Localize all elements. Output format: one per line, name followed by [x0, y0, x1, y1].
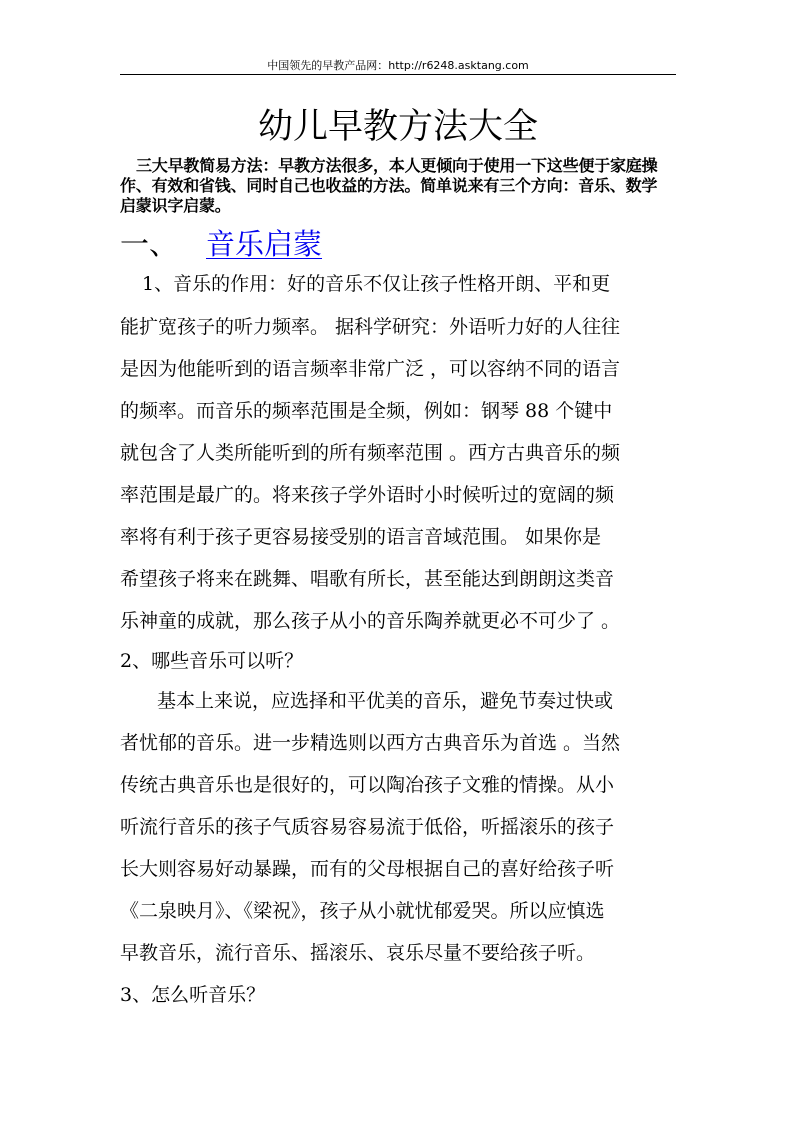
body-line: 能扩宽孩子的听力频率。 据科学研究：外语听力好的人往往 — [120, 316, 621, 338]
intro-line: 三大早教简易方法：早教方法很多，本人更倾向于使用一下这些便于家庭操 — [136, 156, 658, 175]
section-number: 一、 — [120, 227, 179, 261]
body-line: 率范围是最广的。将来孩子学外语时小时候听过的宽阔的频 — [120, 484, 615, 506]
body-line: 就包含了人类所能听到的所有频率范围 。西方古典音乐的频 — [120, 442, 621, 464]
subheading: 3、怎么听音乐？ — [120, 984, 266, 1006]
body-line: 率将有利于孩子更容易接受别的语言音域范围。 如果你是 — [120, 526, 602, 548]
intro-paragraph — [120, 156, 676, 216]
body-line: 的频率。而音乐的频率范围是全频，例如：钢琴 88 个键中 — [120, 400, 613, 422]
body-line: 听流行音乐的孩子气质容易容易流于低俗，听摇滚乐的孩子 — [120, 816, 615, 838]
body-line: 传统古典音乐也是很好的，可以陶冶孩子文雅的情操。从小 — [120, 774, 615, 796]
body-line: 早教音乐，流行音乐、摇滚乐、哀乐尽量不要给孩子听。 — [120, 942, 596, 964]
body-line: 《二泉映月》、《梁祝》，孩子从小就忧郁爱哭。所以应慎选 — [120, 900, 605, 922]
section-title-link[interactable]: 音乐启蒙 — [206, 227, 323, 261]
header-text: 中国领先的早教产品网：http://r6248.asktang.com — [267, 59, 529, 72]
header-divider — [120, 74, 676, 75]
body-line: 长大则容易好动暴躁，而有的父母根据自己的喜好给孩子听 — [120, 858, 615, 880]
body-line: 1、音乐的作用：好的音乐不仅让孩子性格开朗、平和更 — [142, 273, 611, 295]
body-line: 者忧郁的音乐。进一步精选则以西方古典音乐为首选 。当然 — [120, 732, 621, 754]
body-line: 基本上来说，应选择和平优美的音乐，避免节奏过快或 — [157, 690, 614, 712]
section-heading — [120, 224, 676, 264]
body-line: 乐神童的成就，那么孩子从小的音乐陶养就更必不可少了 。 — [120, 610, 621, 632]
subheading: 2、哪些音乐可以听？ — [120, 650, 304, 672]
intro-line: 启蒙识字启蒙。 — [120, 196, 231, 215]
body-line: 希望孩子将来在跳舞、唱歌有所长，甚至能达到朗朗这类音 — [120, 568, 615, 590]
document-title: 幼儿早教方法大全 — [257, 107, 538, 147]
intro-line: 作、有效和省钱、同时自己也收益的方法。简单说来有三个方向：音乐、数学 — [120, 176, 658, 195]
body-line: 是因为他能听到的语言频率非常广泛 ，可以容纳不同的语言 — [120, 358, 621, 380]
